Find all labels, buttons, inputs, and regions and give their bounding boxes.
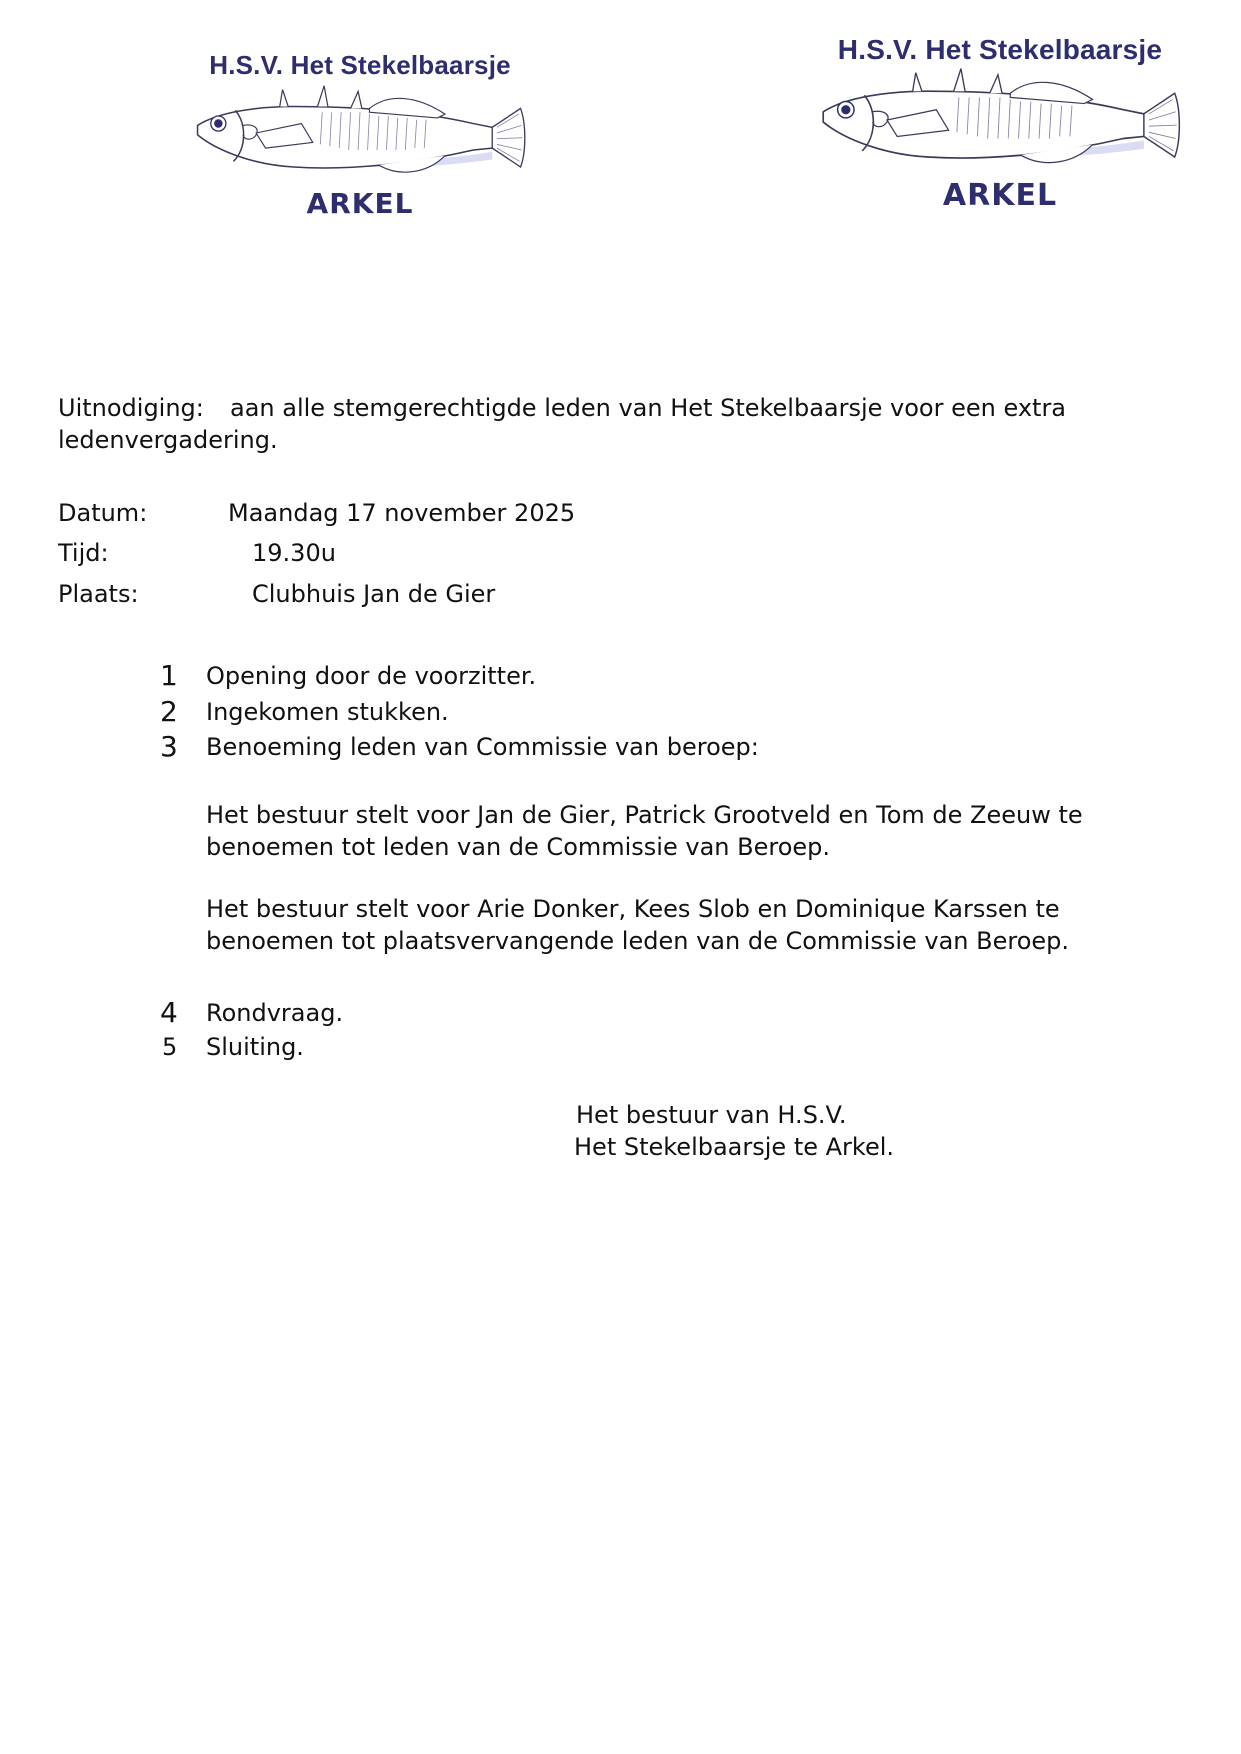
agenda-number: 3 xyxy=(160,730,178,763)
agenda-number: 5 xyxy=(162,1033,178,1061)
agenda-item: Sluiting. xyxy=(206,1033,304,1061)
proposal-2-line-1: Het bestuur stelt voor Arie Donker, Kees Slob en Dominique Karssen te xyxy=(206,895,1060,923)
invitation-line-2: ledenvergadering. xyxy=(58,426,278,454)
logo-club-name: H.S.V. Het Stekelbaarsje xyxy=(837,34,1163,65)
proposal-1-line-2: benoemen tot leden van de Commissie van Beroep. xyxy=(206,833,830,861)
date-value: Maandag 17 november 2025 xyxy=(228,499,576,527)
agenda-item: Rondvraag. xyxy=(206,999,344,1027)
agenda-item: Ingekomen stukken. xyxy=(206,698,449,726)
stickleback-fish-icon xyxy=(815,68,1185,172)
place-label: Plaats: xyxy=(58,580,139,608)
invitation-line-1: aan alle stemgerechtigde leden van Het Stekelbaarsje voor een extra xyxy=(230,394,1067,422)
place-value: Clubhuis Jan de Gier xyxy=(252,580,496,608)
time-value: 19.30u xyxy=(252,539,336,567)
club-logo-left xyxy=(160,50,560,220)
agenda-number: 4 xyxy=(160,996,178,1029)
invitation-label: Uitnodiging: xyxy=(58,394,204,422)
proposal-2-line-2: benoemen tot plaatsvervangende leden van de Commissie van Beroep. xyxy=(206,927,1070,955)
proposal-1-line-1: Het bestuur stelt voor Jan de Gier, Patrick Grootveld en Tom de Zeeuw te xyxy=(206,801,1083,829)
club-logo-right xyxy=(790,34,1210,213)
time-label: Tijd: xyxy=(58,539,109,567)
agenda-number: 2 xyxy=(160,695,178,728)
logo-town-name: ARKEL xyxy=(306,187,414,220)
agenda-item: Benoeming leden van Commissie van beroep: xyxy=(206,733,759,761)
logo-town-name: ARKEL xyxy=(942,178,1058,213)
signature-line-1: Het bestuur van H.S.V. xyxy=(576,1101,847,1129)
date-label: Datum: xyxy=(58,499,148,527)
agenda-number: 1 xyxy=(160,659,178,692)
stickleback-fish-icon xyxy=(190,83,530,183)
logo-club-name: H.S.V. Het Stekelbaarsje xyxy=(209,50,511,80)
agenda-item: Opening door de voorzitter. xyxy=(206,662,537,690)
signature-line-2: Het Stekelbaarsje te Arkel. xyxy=(574,1133,895,1161)
